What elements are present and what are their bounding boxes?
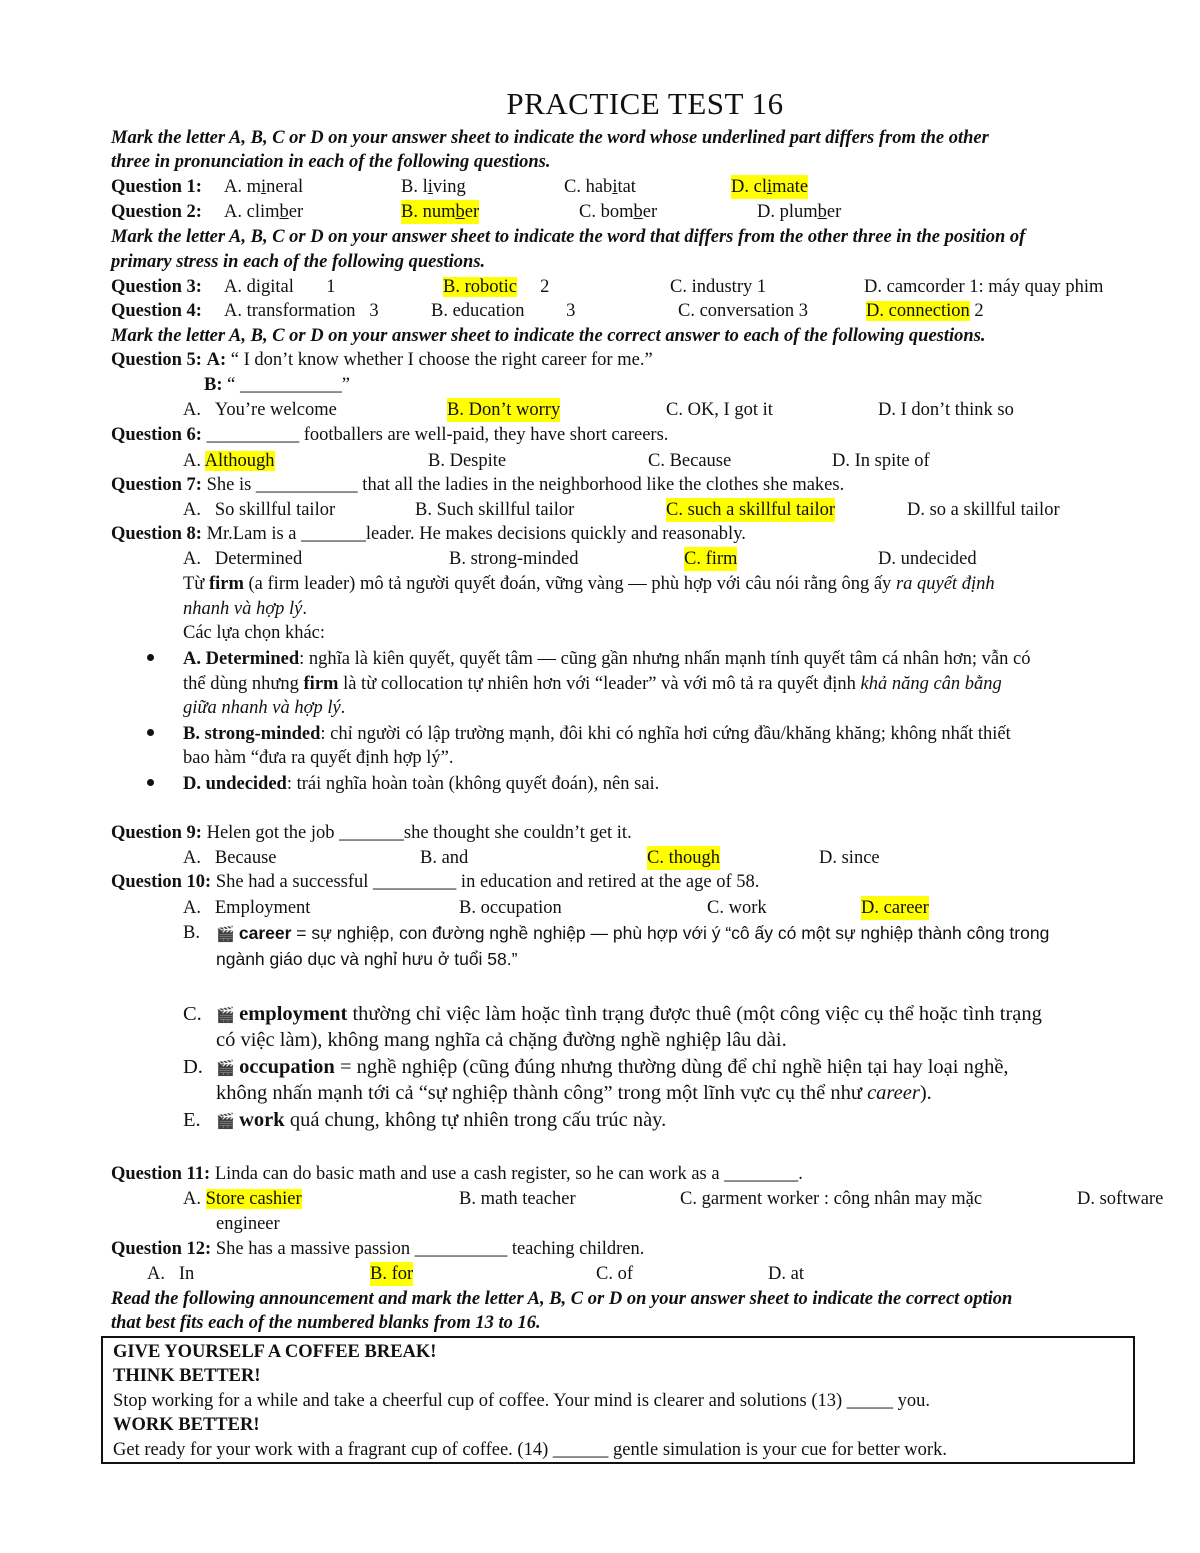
bullet-icon — [147, 654, 154, 661]
q8-bullet-a-line-3: giữa nhanh và hợp lý. — [183, 698, 346, 718]
question-5: Question 5: A: “ I don’t know whether I choose the right career for me.” — [111, 350, 653, 370]
q3-option-a: A. digital 1 — [224, 277, 336, 297]
q8-other-choices-label: Các lựa chọn khác: — [183, 623, 326, 643]
q10-option-b: B. occupation — [459, 898, 562, 918]
clapperboard-icon: 🎬 — [216, 926, 235, 943]
question-3-label: Question 3: — [111, 277, 202, 297]
q6-option-b: B. Despite — [428, 451, 507, 471]
question-7: Question 7: She is ___________ that all the ladies in the neighborhood like the clothes she makes. — [111, 475, 845, 495]
bullet-icon — [147, 729, 154, 736]
q10-explain-e-line-1: 🎬 work quá chung, không tự nhiên trong cấu trúc này. — [216, 1108, 666, 1134]
q8-bullet-b-line-2: bao hàm “đưa ra quyết định hợp lý”. — [183, 748, 454, 768]
q6-option-c: C. Because — [648, 451, 732, 471]
page-title: PRACTICE TEST 16 — [506, 86, 784, 121]
q10-explain-c-label: C. — [183, 1003, 202, 1025]
q3-option-c: C. industry 1 — [670, 277, 767, 297]
q12-option-d: D. at — [768, 1264, 804, 1284]
q12-option-b-answer: B. for — [370, 1264, 414, 1284]
q7-option-a: A. So skillful tailor — [183, 500, 336, 520]
q8-bullet-a-line-1: A. Determined: nghĩa là kiên quyết, quyết tâm — cũng gần nhưng nhấn mạnh tính quyết tâm cá nhân hơn; vẫn có — [183, 649, 1031, 669]
q7-option-b: B. Such skillful tailor — [415, 500, 575, 520]
q8-option-d: D. undecided — [878, 549, 977, 569]
q5-option-c: C. OK, I got it — [666, 400, 773, 420]
q5-option-a: A. You’re welcome — [183, 400, 337, 420]
q4-option-a: A. transformation 3 — [224, 301, 379, 321]
q8-bullet-d: D. undecided: trái nghĩa hoàn toàn (không quyết đoán), nên sai. — [183, 774, 660, 794]
q10-explain-b-line-1: 🎬 career = sự nghiệp, con đường nghề nghiệp — phù hợp với ý “cô ấy có một sự nghiệp thành công trong — [216, 921, 1049, 947]
question-11: Question 11: Linda can do basic math and use a cash register, so he can work as a ________. — [111, 1164, 803, 1184]
q10-explain-d-label: D. — [183, 1056, 203, 1078]
q2-option-a: A. climber — [224, 202, 304, 222]
announcement-heading: GIVE YOURSELF A COFFEE BREAK! — [113, 1342, 437, 1362]
instruction-4-line-1: Read the following announcement and mark the letter A, B, C or D on your answer sheet to indicate the correct option — [111, 1289, 1013, 1309]
q3-option-b: B. robotic 2 — [443, 277, 550, 297]
q10-option-a: A. Employment — [183, 898, 311, 918]
q9-option-c-answer: C. though — [647, 848, 720, 868]
q10-explain-e-label: E. — [183, 1109, 201, 1131]
q8-option-c-answer: C. firm — [684, 549, 738, 569]
q10-option-c: C. work — [707, 898, 767, 918]
q12-option-c: C. of — [596, 1264, 633, 1284]
q4-option-c: C. conversation 3 — [678, 301, 808, 321]
instruction-3: Mark the letter A, B, C or D on your answer sheet to indicate the correct answer to each of the following questions. — [111, 326, 986, 346]
q10-explain-c-line-1: 🎬 employment thường chỉ việc làm hoặc tình trạng được thuê (một công việc cụ thể hoặc tình trạng — [216, 1002, 1042, 1028]
announcement-box — [101, 1336, 1135, 1464]
question-6: Question 6: __________ footballers are well-paid, they have short careers. — [111, 425, 669, 445]
q8-explanation-line-2: nhanh và hợp lý. — [183, 599, 307, 619]
question-8: Question 8: Mr.Lam is a _______leader. He makes decisions quickly and reasonably. — [111, 524, 746, 544]
q9-option-d: D. since — [819, 848, 880, 868]
q8-bullet-a-line-2: thể dùng nhưng firm là từ collocation tự nhiên hơn với “leader” và với mô tả ra quyết định khả năng cân bằng — [183, 674, 1002, 694]
instruction-2-line-2: primary stress in each of the following questions. — [111, 252, 486, 272]
q11-option-b: B. math teacher — [459, 1189, 576, 1209]
q10-option-d-answer: D. career — [861, 898, 929, 918]
q5-option-d: D. I don’t think so — [878, 400, 1014, 420]
q1-option-b: B. living — [401, 177, 466, 197]
q9-option-a: A. Because — [183, 848, 277, 868]
q5-option-b-answer: B. Don’t worry — [447, 400, 561, 420]
q3-option-d: D. camcorder 1: máy quay phim — [864, 277, 1104, 297]
q4-option-d: D. connection 2 — [866, 301, 984, 321]
q1-option-a: A. mineral — [224, 177, 304, 197]
q11-option-d-continued: engineer — [216, 1214, 280, 1234]
instruction-1-line-2: three in pronunciation in each of the following questions. — [111, 152, 551, 172]
clapperboard-icon: 🎬 — [216, 1008, 235, 1024]
question-9: Question 9: Helen got the job _______she thought she couldn’t get it. — [111, 823, 632, 843]
question-2-label: Question 2: — [111, 202, 202, 222]
question-1-label: Question 1: — [111, 177, 202, 197]
q10-explain-d-line-1: 🎬 occupation = nghề nghiệp (cũng đúng nhưng thường dùng để chỉ nghề hiện tại hay loại nghề, — [216, 1055, 1009, 1081]
bullet-icon — [147, 779, 154, 786]
q2-option-b-answer: B. number — [401, 202, 480, 222]
q1-option-c: C. habitat — [564, 177, 636, 197]
q5-speaker-b: B: “ ___________” — [204, 375, 350, 395]
q9-option-b: B. and — [420, 848, 469, 868]
q8-bullet-b-line-1: B. strong-minded: chỉ người có lập trường mạnh, đôi khi có nghĩa hơi cứng đầu/khăng khăng; không nhất thiết — [183, 724, 1011, 744]
q10-explain-d-line-2: không nhấn mạnh tới cả “sự nghiệp thành công” trong một lĩnh vực cụ thể như career). — [216, 1082, 932, 1104]
instruction-4-line-2: that best fits each of the numbered blanks from 13 to 16. — [111, 1313, 541, 1333]
q6-option-a-answer: A. Although — [183, 451, 275, 471]
q10-explain-c-line-2: có việc làm), không mang nghĩa cả chặng đường nghề nghiệp lâu dài. — [216, 1029, 787, 1051]
q8-option-a: A. Determined — [183, 549, 303, 569]
announcement-paragraph-2: Get ready for your work with a fragrant cup of coffee. (14) ______ gentle simulation is your cue for better work. — [113, 1440, 947, 1460]
q10-explain-b-label: B. — [183, 923, 200, 943]
q4-option-b: B. education 3 — [431, 301, 576, 321]
q12-option-a: A. In — [147, 1264, 195, 1284]
q7-option-d: D. so a skillful tailor — [907, 500, 1060, 520]
question-12: Question 12: She has a massive passion __________ teaching children. — [111, 1239, 645, 1259]
clapperboard-icon: 🎬 — [216, 1114, 235, 1130]
q2-option-d: D. plumber — [757, 202, 842, 222]
announcement-subheading-work: WORK BETTER! — [113, 1415, 260, 1435]
q1-option-d-answer: D. climate — [731, 177, 809, 197]
q11-option-a-answer: A. Store cashier — [183, 1189, 302, 1209]
q7-option-c-answer: C. such a skillful tailor — [666, 500, 836, 520]
announcement-paragraph-1: Stop working for a while and take a cheerful cup of coffee. Your mind is clearer and solutions (13) _____ you. — [113, 1391, 931, 1411]
clapperboard-icon: 🎬 — [216, 1061, 235, 1077]
q11-option-d: D. software — [1077, 1189, 1164, 1209]
instruction-1-line-1: Mark the letter A, B, C or D on your answer sheet to indicate the word whose underlined part differs from the other — [111, 128, 989, 148]
question-10: Question 10: She had a successful _________ in education and retired at the age of 58. — [111, 872, 760, 892]
question-4-label: Question 4: — [111, 301, 202, 321]
q8-explanation-line-1: Từ firm (a firm leader) mô tả người quyết đoán, vững vàng — phù hợp với câu nói rằng ông ấy ra quyết định — [183, 574, 995, 594]
q6-option-d: D. In spite of — [832, 451, 930, 471]
q10-explain-b-line-2: ngành giáo dục và nghỉ hưu ở tuổi 58.” — [216, 949, 518, 969]
q11-option-c: C. garment worker : công nhân may mặc — [680, 1189, 983, 1209]
announcement-subheading-think: THINK BETTER! — [113, 1366, 261, 1386]
q2-option-c: C. bomber — [579, 202, 658, 222]
instruction-2-line-1: Mark the letter A, B, C or D on your answer sheet to indicate the word that differs from the other three in the position of — [111, 227, 1026, 247]
q8-option-b: B. strong-minded — [449, 549, 579, 569]
